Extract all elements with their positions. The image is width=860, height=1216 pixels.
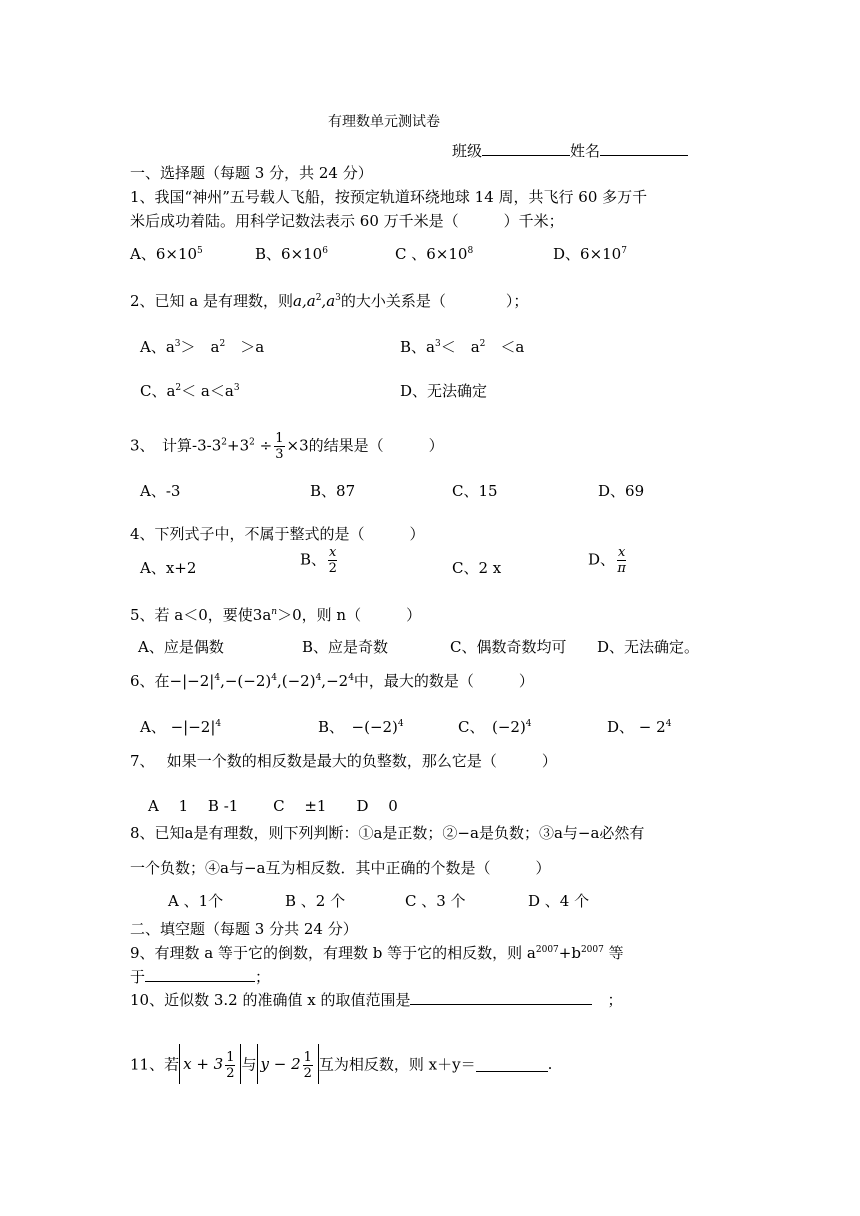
q8-line1: 8、已知a是有理数，则下列判断：①a是正数；②−a是负数；③a与−a必然有 [130, 824, 645, 842]
q1-line1: 1、我国“神州”五号载人飞船，按预定轨道环绕地球 14 周，共飞行 60 多万千 [130, 188, 648, 206]
q2-option-d: D、无法确定 [400, 382, 488, 400]
q8-line2: 一个负数；④a与−a互为相反数．其中正确的个数是（ ） [130, 859, 551, 877]
q8-option-b: B 、2 个 [285, 892, 346, 910]
section-2-title: 二、填空题（每题 3 分共 24 分） [130, 920, 358, 938]
q6-option-a: A、 $-|-2|^4$ [140, 718, 222, 736]
q3-option-a: A、-3 [140, 482, 181, 500]
student-info [452, 140, 688, 161]
q6-option-d: D、 − $2^4$ [607, 718, 672, 736]
q9-line2: 于 ； [130, 968, 271, 986]
q2-option-b: B、$a^3<$ $a^2$ ＜a [400, 338, 525, 356]
q11-stem: 11、若 x + 3 $\frac{1}{2}$ 与 y − 2 $\frac{1}{2}$ 互为相反数，则 x＋y＝ . [130, 1044, 552, 1084]
q3-option-d: D、69 [598, 482, 645, 500]
q3-option-c: C、15 [452, 482, 498, 500]
q11-abs-1: x + 3 $\frac{1}{2}$ [179, 1044, 241, 1084]
q6-option-b: B、 $-(-2)^4$ [318, 718, 404, 736]
q5-option-c: C、偶数奇数均可 [450, 638, 567, 656]
q1-line2: 米后成功着陆。用科学记数法表示 60 万千米是（ ）千米； [130, 212, 564, 230]
q11-abs-2: y − 2 $\frac{1}{2}$ [257, 1044, 319, 1084]
q10-stem: 10、近似数 3.2 的准确值 x 的取值范围是 ； [130, 991, 623, 1009]
q5-stem: 5、若 a＜0，要使$3a^n>0$，则 n（ ） [130, 606, 422, 624]
q4-stem: 4、下列式子中，不属于整式的是（ ） [130, 525, 425, 543]
q7-options: A 1 B -1 C ±1 D 0 [148, 797, 398, 815]
q6-stem: 6、在$-|-2|^4,-(-2)^4,(-2)^4,-2^4$中，最大的数是（ ） [130, 672, 534, 690]
q3-option-b: B、87 [310, 482, 356, 500]
q2-option-a: A、$a^3>$ $a^2$ ＞a [140, 338, 265, 356]
q3-stem: 3、 计算$-3-3^2+3^2$ ÷ $\frac{1}{3}$ ×3的结果是（ ） [130, 431, 444, 462]
q7-stem: 7、 如果一个数的相反数是最大的负整数，那么它是（ ） [130, 752, 557, 770]
name-label: 姓名 [570, 142, 601, 160]
q4-option-a: A、x+2 [140, 559, 197, 577]
q1-option-d: D、$6\times 10^7$ [553, 245, 627, 263]
page-title: 有理数单元测试卷 [328, 114, 440, 130]
q5-option-d: D、无法确定。 [597, 638, 700, 656]
q11-answer-blank[interactable] [476, 1057, 548, 1072]
name-blank [600, 141, 688, 156]
q8-option-d: D 、4 个 [528, 892, 590, 910]
q10-answer-blank[interactable] [410, 990, 592, 1005]
q5-option-b: B、应是奇数 [302, 638, 389, 656]
q9-line1: 9、有理数 a 等于它的倒数，有理数 b 等于它的相反数，则 $a^{2007}+b^{2007}$ 等 [130, 944, 624, 962]
class-label: 班级 [452, 142, 483, 160]
q5-option-a: A、应是偶数 [138, 638, 224, 656]
q2-option-c: C、$a^2< a<a^3$ [140, 382, 240, 400]
q9-answer-blank[interactable] [145, 967, 255, 982]
q8-option-c: C 、3 个 [405, 892, 466, 910]
q2-stem: 2、已知 a 是有理数，则$a,a^2,a^3$的大小关系是（ ）； [130, 292, 529, 310]
q6-option-c: C、 $(-2)^4$ [458, 718, 532, 736]
q4-option-b: B、 $\frac{x}{2}$ [300, 545, 337, 576]
q1-option-a: A、$6\times 10^5$ [130, 245, 203, 263]
q8-option-a: A 、1个 [168, 892, 224, 910]
section-1-title: 一、选择题（每题 3 分，共 24 分） [130, 164, 373, 182]
q1-option-b: B、$6\times 10^6$ [255, 245, 328, 263]
q3-fraction: $\frac{1}{3}$ [275, 431, 284, 462]
q4-option-d: D、 $\frac{x}{\pi}$ [588, 545, 626, 576]
q1-option-c: C 、$6\times 10^8$ [395, 245, 474, 263]
class-blank [482, 141, 570, 156]
q4-option-c: C、2 x [452, 559, 502, 577]
